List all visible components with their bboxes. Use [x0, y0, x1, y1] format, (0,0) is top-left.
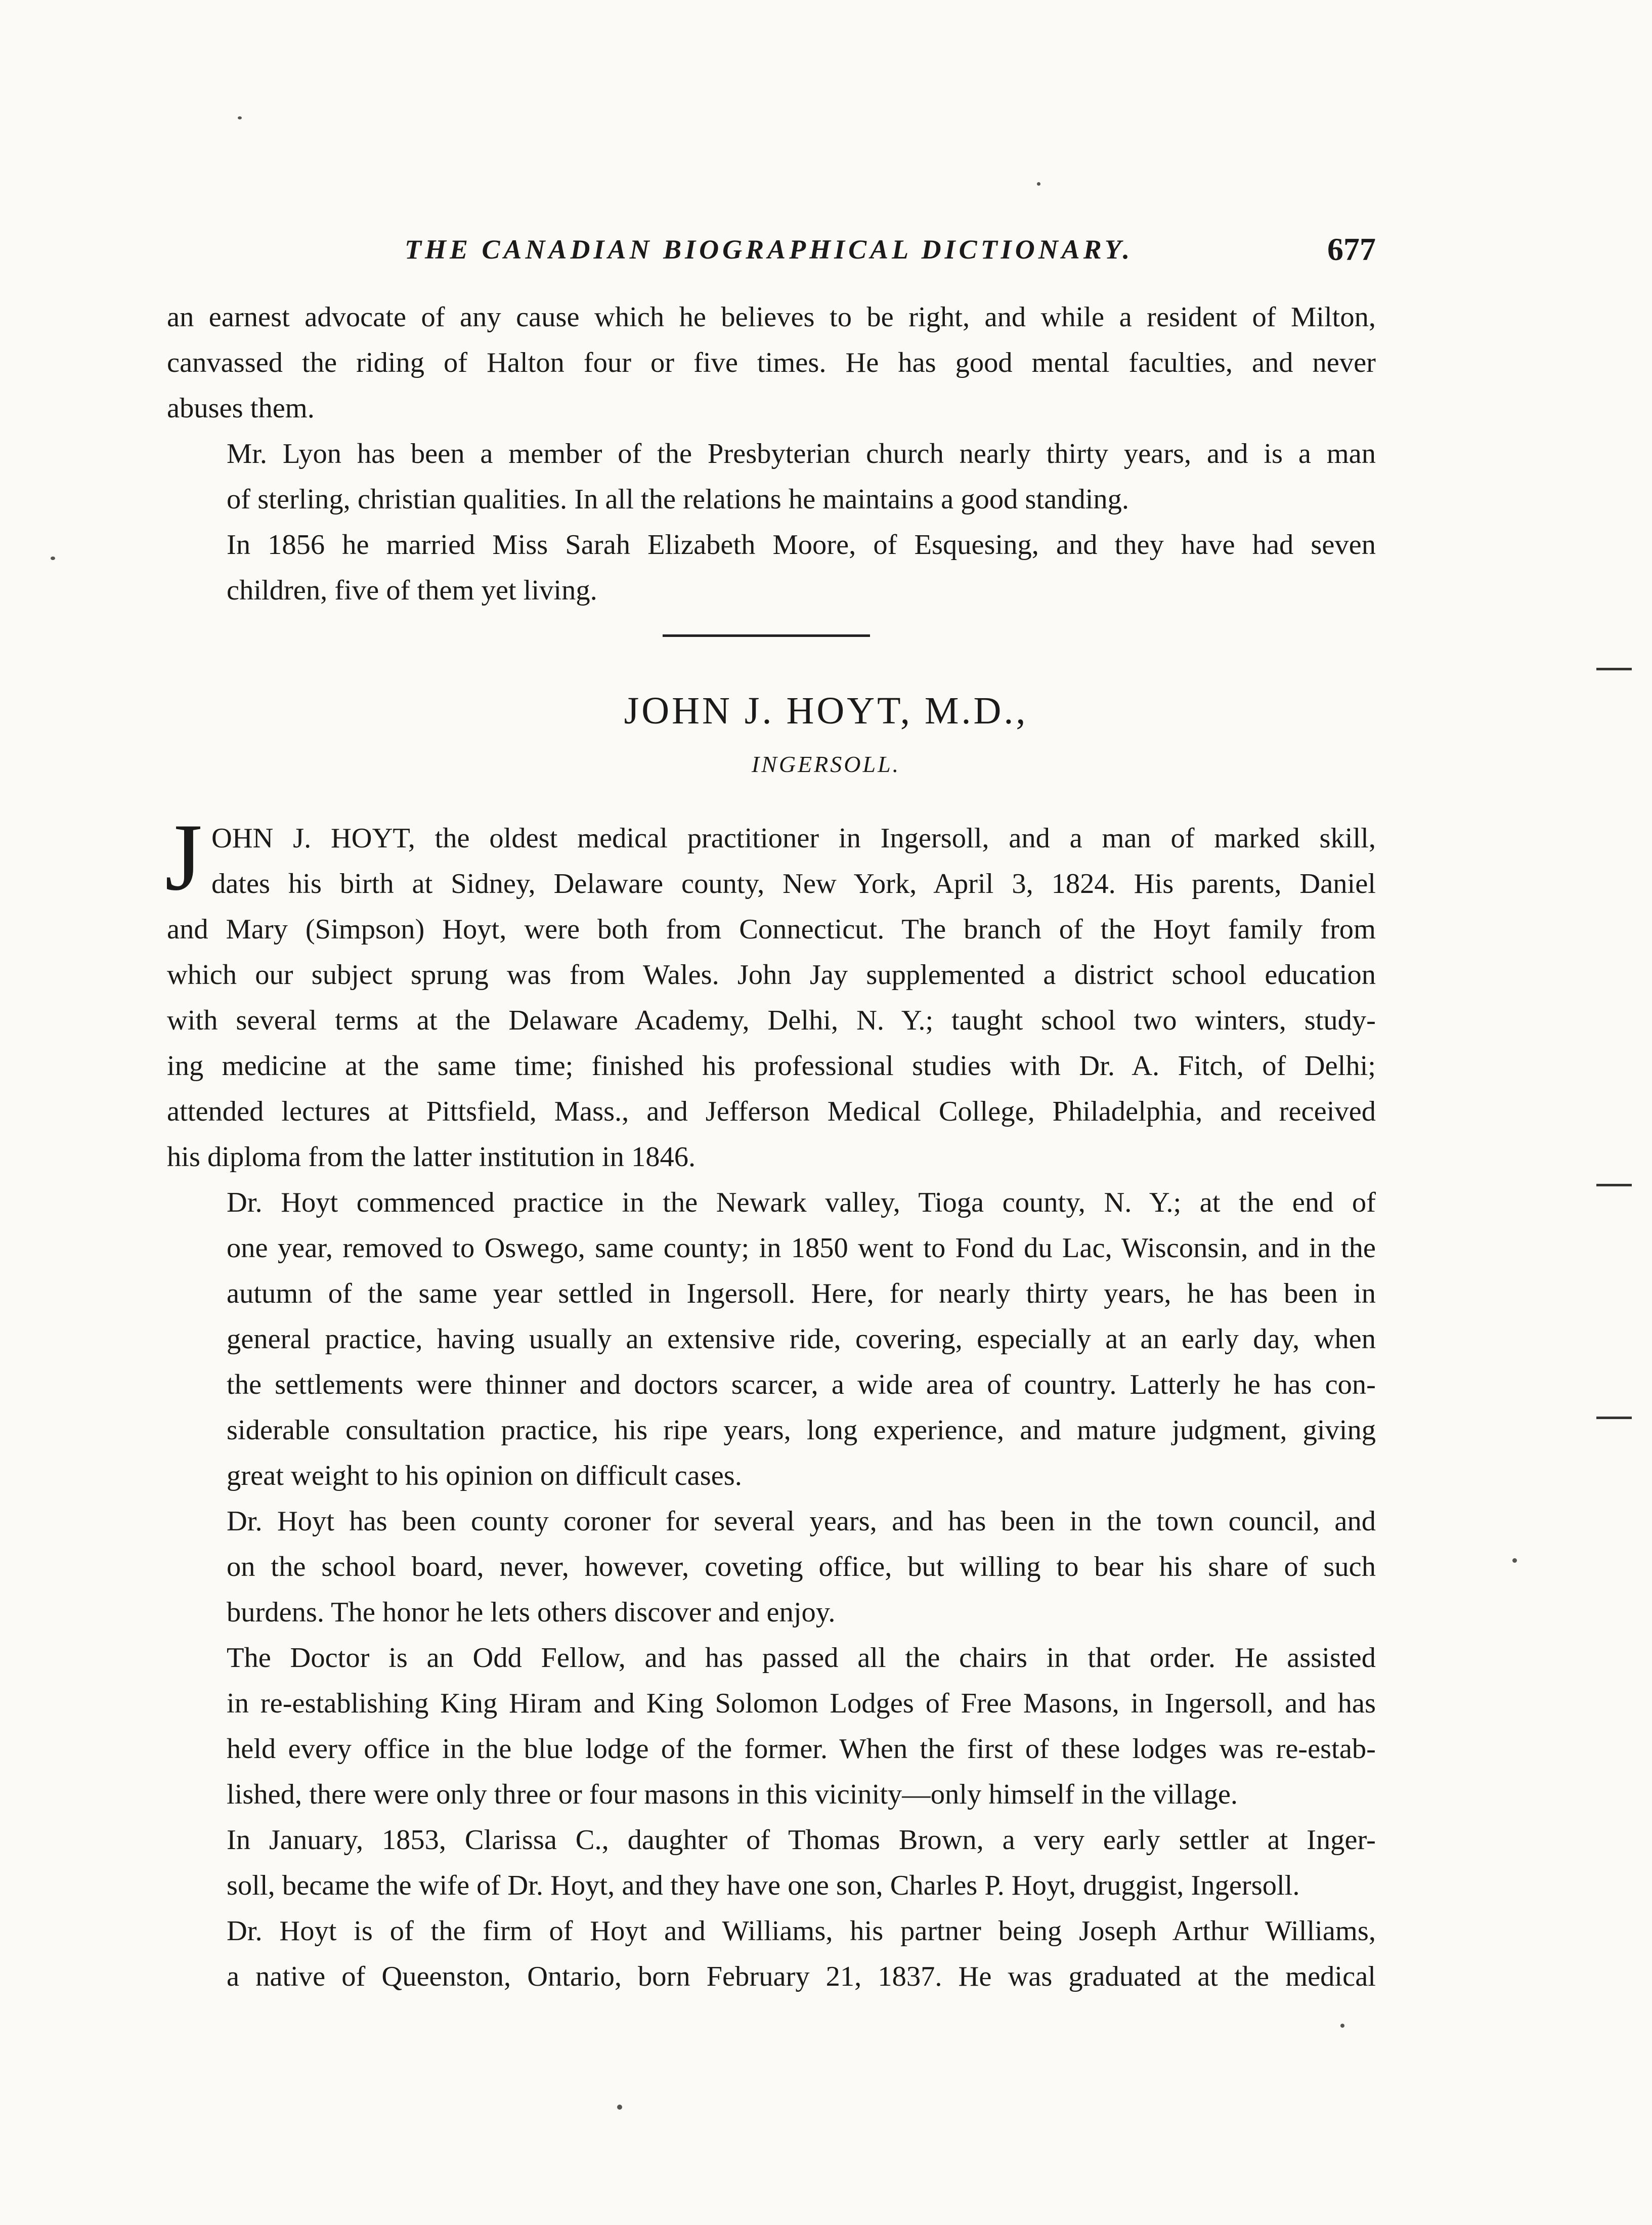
hoyt-paragraph-4	[167, 1635, 1376, 1817]
text-line: on the school board, never, however, coveting office, but willing to bear his share of such	[227, 1551, 1376, 1582]
margin-mark	[1596, 1417, 1632, 1419]
drop-cap: J	[165, 804, 202, 911]
text-line: in re-establishing King Hiram and King Solomon Lodges of Free Masons, in Ingersoll, and has	[227, 1688, 1376, 1719]
text-line: children, five of them yet living.	[227, 575, 597, 606]
entry-place: INGERSOLL.	[751, 751, 901, 777]
text-line: the settlements were thinner and doctors scarcer, a wide area of country. Latterly he has con-	[227, 1369, 1376, 1400]
text-line: of sterling, christian qualities. In all the relations he maintains a good standing.	[227, 484, 1129, 515]
text-line: Mr. Lyon has been a member of the Presbyterian church nearly thirty years, and is a man	[227, 438, 1376, 469]
text-line: his diploma from the latter institution in 1846.	[167, 1141, 696, 1173]
text-line: dates his birth at Sidney, Delaware county, New York, April 3, 1824. His parents, Daniel	[211, 868, 1376, 900]
text-line: abuses them.	[167, 393, 315, 424]
hoyt-entry	[165, 804, 1376, 1999]
text-line: with several terms at the Delaware Academy, Delhi, N. Y.; taught school two winters, study-	[167, 1005, 1376, 1036]
entry-title: JOHN J. HOYT, M.D.,	[624, 690, 1028, 732]
text-line: ing medicine at the same time; finished his professional studies with Dr. A. Fitch, of Delhi;	[167, 1050, 1376, 1082]
text-line: attended lectures at Pittsfield, Mass., and Jefferson Medical College, Philadelphia, and received	[167, 1096, 1376, 1127]
scan-speck	[1340, 2024, 1344, 2028]
text-line: siderable consultation practice, his ripe years, long experience, and mature judgment, giving	[227, 1415, 1376, 1446]
text-line: which our subject sprung was from Wales. John Jay supplemented a district school education	[167, 959, 1376, 991]
lyon-entry-continuation	[167, 294, 1376, 613]
text-line: burdens. The honor he lets others discover and enjoy.	[227, 1597, 836, 1628]
running-head	[167, 231, 1376, 274]
text-line: held every office in the blue lodge of the former. When the first of these lodges was re-estab-	[227, 1733, 1376, 1765]
text-line: great weight to his opinion on difficult cases.	[227, 1460, 742, 1491]
lyon-paragraph-1	[167, 294, 1376, 431]
hoyt-paragraph-2	[167, 1180, 1376, 1499]
lyon-paragraph-3	[167, 522, 1376, 613]
text-line: Dr. Hoyt commenced practice in the Newark valley, Tioga county, N. Y.; at the end of	[227, 1187, 1376, 1218]
text-line: canvassed the riding of Halton four or five times. He has good mental faculties, and never	[167, 347, 1376, 378]
text-line: Dr. Hoyt has been county coroner for several years, and has been in the town council, and	[227, 1506, 1376, 1537]
text-line: a native of Queenston, Ontario, born February 21, 1837. He was graduated at the medical	[227, 1961, 1376, 1992]
scan-speck	[51, 557, 55, 560]
text-line: lished, there were only three or four masons in this vicinity—only himself in the village.	[227, 1779, 1238, 1810]
scan-speck	[1037, 182, 1040, 186]
scan-speck	[1512, 1558, 1517, 1563]
text-line: soll, became the wife of Dr. Hoyt, and they have one son, Charles P. Hoyt, druggist, Ingersoll.	[227, 1870, 1300, 1901]
text-line: an earnest advocate of any cause which he believes to be right, and while a resident of Milton,	[167, 302, 1376, 333]
page-number: 677	[1327, 231, 1376, 267]
text-line: Dr. Hoyt is of the firm of Hoyt and Williams, his partner being Joseph Arthur Williams,	[227, 1915, 1376, 1947]
running-title: THE CANADIAN BIOGRAPHICAL DICTIONARY.	[405, 234, 1134, 265]
margin-mark	[1596, 1184, 1632, 1186]
hoyt-paragraph-1	[165, 804, 1376, 1180]
scan-speck	[617, 2105, 622, 2110]
section-divider-rule	[663, 634, 870, 637]
hoyt-paragraph-3	[167, 1499, 1376, 1635]
text-line: autumn of the same year settled in Ingersoll. Here, for nearly thirty years, he has been in	[227, 1278, 1376, 1309]
hoyt-paragraph-6	[167, 1908, 1376, 1999]
text-line: and Mary (Simpson) Hoyt, were both from Connecticut. The branch of the Hoyt family from	[167, 914, 1376, 945]
lyon-paragraph-2	[167, 431, 1376, 522]
scan-speck	[238, 116, 242, 119]
text-line: The Doctor is an Odd Fellow, and has passed all the chairs in that order. He assisted	[227, 1642, 1376, 1674]
text-line: OHN J. HOYT, the oldest medical practitioner in Ingersoll, and a man of marked skill,	[211, 823, 1376, 854]
text-line: In 1856 he married Miss Sarah Elizabeth Moore, of Esquesing, and they have had seven	[227, 529, 1376, 561]
text-line: In January, 1853, Clarissa C., daughter of Thomas Brown, a very early settler at Inger-	[227, 1824, 1376, 1856]
text-line: general practice, having usually an extensive ride, covering, especially at an early day, when	[227, 1323, 1376, 1355]
hoyt-paragraph-5	[167, 1817, 1376, 1908]
text-line: one year, removed to Oswego, same county; in 1850 went to Fond du Lac, Wisconsin, and in the	[227, 1232, 1376, 1264]
margin-mark	[1596, 668, 1632, 670]
